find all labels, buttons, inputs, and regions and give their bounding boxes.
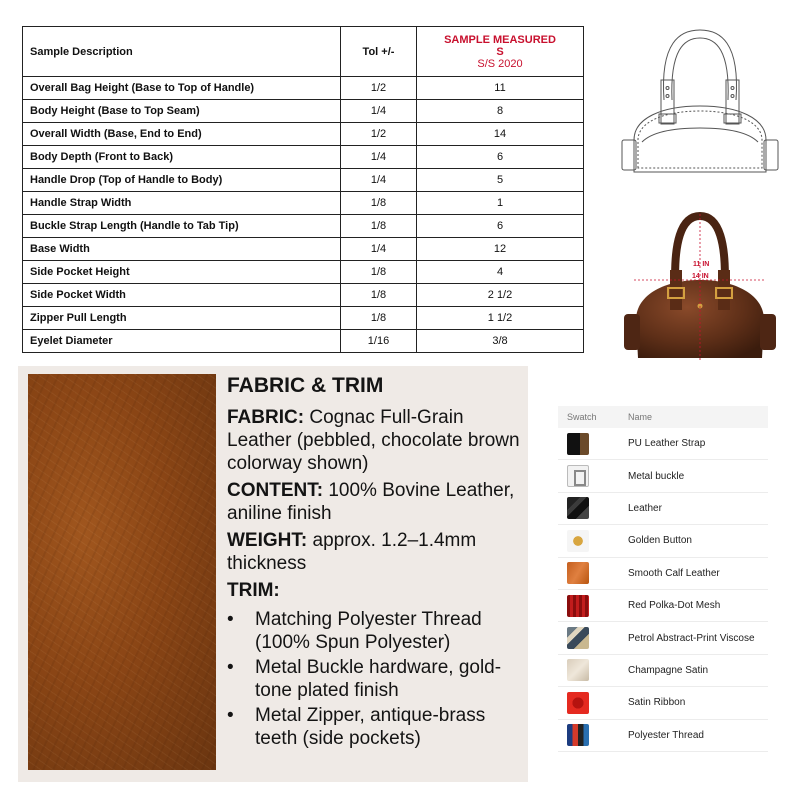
spec-row bbox=[23, 261, 584, 284]
content-label: CONTENT: bbox=[227, 480, 324, 501]
content-line bbox=[227, 479, 527, 525]
swatch-thumbnail bbox=[567, 724, 589, 746]
row-tolerance: 1/8 bbox=[341, 307, 417, 330]
row-measured-value: 8 bbox=[417, 100, 584, 123]
swatch-row bbox=[558, 655, 768, 687]
row-measured-value: 3/8 bbox=[417, 330, 584, 353]
swatch-name: Leather bbox=[628, 502, 662, 514]
swatch-name: Polyester Thread bbox=[628, 729, 704, 741]
header-tolerance: Tol +/- bbox=[341, 27, 417, 77]
row-tolerance: 1/4 bbox=[341, 238, 417, 261]
row-measured-value: 6 bbox=[417, 146, 584, 169]
swatch-name: Smooth Calf Leather bbox=[628, 567, 720, 579]
fabric-trim-text bbox=[227, 374, 527, 752]
swatch-row bbox=[558, 720, 768, 752]
swatch-row bbox=[558, 687, 768, 719]
row-measured-value: 12 bbox=[417, 238, 584, 261]
swatch-thumbnail bbox=[567, 659, 589, 681]
row-description: Handle Drop (Top of Handle to Body) bbox=[23, 169, 341, 192]
content-value: 100% Bovine Leather, aniline finish bbox=[227, 480, 515, 524]
spec-row bbox=[23, 284, 584, 307]
row-description: Buckle Strap Length (Handle to Tab Tip) bbox=[23, 215, 341, 238]
row-description: Base Width bbox=[23, 238, 341, 261]
row-description: Overall Bag Height (Base to Top of Handle) bbox=[23, 77, 341, 100]
swatch-row bbox=[558, 525, 768, 557]
swatch-name: Petrol Abstract-Print Viscose bbox=[628, 632, 755, 644]
swatch-thumbnail bbox=[567, 433, 589, 455]
row-measured-value: 1 bbox=[417, 192, 584, 215]
weight-value: approx. 1.2–1.4mm thickness bbox=[227, 530, 477, 574]
swatch-thumbnail bbox=[567, 692, 589, 714]
spec-table bbox=[22, 26, 584, 353]
row-measured-value: 2 1/2 bbox=[417, 284, 584, 307]
swatch-row bbox=[558, 428, 768, 460]
photo-height-label: 11 IN bbox=[693, 261, 710, 268]
swatch-name: Champagne Satin bbox=[628, 664, 709, 676]
swatch-row bbox=[558, 558, 768, 590]
swatch-thumbnail bbox=[567, 465, 589, 487]
swatch-thumbnail bbox=[567, 627, 589, 649]
row-tolerance: 1/4 bbox=[341, 100, 417, 123]
header-sample-measured bbox=[417, 27, 584, 77]
fabric-value: Cognac Full-Grain Leather (pebbled, chocolate brown colorway shown) bbox=[227, 407, 520, 474]
trim-item: • Metal Buckle hardware, gold-tone plated finish bbox=[227, 656, 527, 702]
bag-photo bbox=[618, 210, 783, 370]
row-tolerance: 1/8 bbox=[341, 192, 417, 215]
weight-line bbox=[227, 529, 527, 575]
swatch-row bbox=[558, 622, 768, 654]
row-measured-value: 11 bbox=[417, 77, 584, 100]
row-tolerance: 1/2 bbox=[341, 77, 417, 100]
spec-row bbox=[23, 307, 584, 330]
swatch-row bbox=[558, 493, 768, 525]
row-measured-value: 1 1/2 bbox=[417, 307, 584, 330]
swatch-name: Satin Ribbon bbox=[628, 697, 686, 709]
spec-row bbox=[23, 169, 584, 192]
header-sample-season: S/S 2020 bbox=[477, 57, 523, 70]
row-measured-value: 14 bbox=[417, 123, 584, 146]
row-description: Eyelet Diameter bbox=[23, 330, 341, 353]
header-sample-line1: SAMPLE MEASURED bbox=[444, 33, 556, 46]
row-description: Side Pocket Width bbox=[23, 284, 341, 307]
row-tolerance: 1/8 bbox=[341, 215, 417, 238]
header-sample-line2: S bbox=[496, 45, 504, 58]
spec-row bbox=[23, 77, 584, 100]
swatch-thumbnail bbox=[567, 497, 589, 519]
spec-row bbox=[23, 192, 584, 215]
swatch-thumbnail bbox=[567, 562, 589, 584]
swatch-header-name: Name bbox=[628, 412, 653, 422]
row-measured-value: 6 bbox=[417, 215, 584, 238]
spec-row bbox=[23, 146, 584, 169]
row-description: Overall Width (Base, End to End) bbox=[23, 123, 341, 146]
spec-row bbox=[23, 100, 584, 123]
row-description: Body Depth (Front to Back) bbox=[23, 146, 341, 169]
swatch-list-header bbox=[558, 406, 768, 428]
spec-row bbox=[23, 215, 584, 238]
leather-swatch-image bbox=[28, 374, 216, 770]
row-description: Zipper Pull Length bbox=[23, 307, 341, 330]
row-measured-value: 5 bbox=[417, 169, 584, 192]
row-tolerance: 1/4 bbox=[341, 169, 417, 192]
swatch-name: Golden Button bbox=[628, 535, 692, 547]
fabric-line bbox=[227, 406, 527, 475]
bag-flat-sketch bbox=[612, 22, 787, 194]
spec-row bbox=[23, 238, 584, 261]
trim-label: TRIM: bbox=[227, 580, 280, 601]
swatch-name: Red Polka-Dot Mesh bbox=[628, 600, 721, 612]
row-description: Body Height (Base to Top Seam) bbox=[23, 100, 341, 123]
swatch-row bbox=[558, 460, 768, 492]
row-tolerance: 1/8 bbox=[341, 261, 417, 284]
row-description: Side Pocket Height bbox=[23, 261, 341, 284]
spec-table-header-row bbox=[23, 27, 584, 77]
weight-label: WEIGHT: bbox=[227, 530, 308, 551]
swatch-thumbnail bbox=[567, 595, 589, 617]
fabric-trim-title: FABRIC & TRIM bbox=[227, 374, 384, 397]
header-description: Sample Description bbox=[23, 27, 341, 77]
spec-row bbox=[23, 123, 584, 146]
swatch-thumbnail bbox=[567, 530, 589, 552]
swatch-row bbox=[558, 590, 768, 622]
swatch-name: Metal buckle bbox=[628, 470, 685, 482]
spec-row bbox=[23, 330, 584, 353]
fabric-trim-panel bbox=[18, 366, 528, 782]
swatch-name: PU Leather Strap bbox=[628, 438, 706, 450]
swatch-list bbox=[558, 406, 768, 752]
row-description: Handle Strap Width bbox=[23, 192, 341, 215]
fabric-label: FABRIC: bbox=[227, 407, 305, 428]
trim-item: • Metal Zipper, antique-brass teeth (side pockets) bbox=[227, 704, 527, 750]
trim-list bbox=[227, 608, 527, 750]
swatch-header-swatch: Swatch bbox=[567, 412, 597, 422]
row-tolerance: 1/8 bbox=[341, 284, 417, 307]
row-measured-value: 4 bbox=[417, 261, 584, 284]
row-tolerance: 1/4 bbox=[341, 146, 417, 169]
trim-item: • Matching Polyester Thread (100% Spun Polyester) bbox=[227, 608, 527, 654]
photo-width-label: 14 IN bbox=[692, 273, 709, 280]
row-tolerance: 1/2 bbox=[341, 123, 417, 146]
row-tolerance: 1/16 bbox=[341, 330, 417, 353]
